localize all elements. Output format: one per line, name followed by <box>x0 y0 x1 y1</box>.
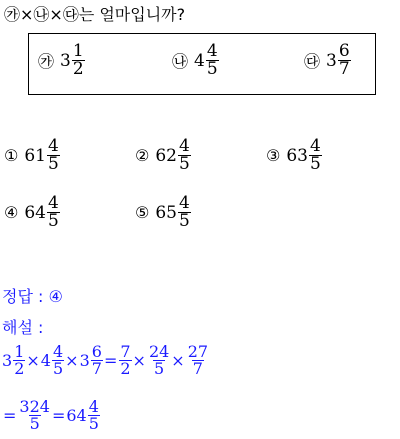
fraction <box>119 344 131 377</box>
fraction <box>47 138 60 173</box>
fraction <box>187 344 209 377</box>
marker-ga: ㉮ <box>38 52 55 71</box>
numerator: 1 <box>72 41 84 61</box>
denominator: 2 <box>14 359 25 378</box>
numerator: 4 <box>88 397 99 416</box>
fraction <box>91 344 103 377</box>
fraction <box>178 138 191 173</box>
fraction <box>309 138 322 173</box>
explanation-line-2 <box>2 399 100 432</box>
times-sign: × <box>26 351 40 370</box>
marker-na: ㉯ <box>172 52 189 71</box>
choice-marker: ② <box>135 146 150 165</box>
fraction <box>88 399 100 432</box>
equals-sign: = <box>3 406 17 425</box>
choice-2[interactable] <box>135 138 191 173</box>
explanation-line-1 <box>2 344 209 377</box>
whole: 3 <box>79 351 90 370</box>
equals-sign: = <box>103 351 118 370</box>
whole: 4 <box>40 351 51 370</box>
numerator: 6 <box>91 342 102 361</box>
choice-marker: ① <box>4 146 19 165</box>
marker-da: ㉰ <box>304 52 321 71</box>
denominator: 5 <box>154 359 165 378</box>
denominator: 5 <box>206 59 218 79</box>
numerator: 24 <box>148 342 170 361</box>
whole: 3 <box>326 50 337 71</box>
denominator: 5 <box>29 414 40 433</box>
fraction <box>18 399 51 432</box>
whole: 4 <box>194 50 205 71</box>
denominator: 5 <box>47 211 59 231</box>
question-text: ㉮×㉯×㉰는 얼마입니까? <box>4 5 186 24</box>
choice-marker: ④ <box>4 203 19 222</box>
fraction <box>47 195 60 230</box>
fraction <box>13 344 25 377</box>
whole: 3 <box>60 50 71 71</box>
numerator: 7 <box>120 342 131 361</box>
value-ga <box>38 43 85 78</box>
times-sign: × <box>171 351 185 370</box>
numerator: 4 <box>178 193 190 213</box>
numerator: 1 <box>14 342 25 361</box>
fraction <box>148 344 170 377</box>
denominator: 5 <box>178 211 190 231</box>
numerator: 4 <box>52 342 64 361</box>
whole: 64 <box>24 202 46 223</box>
choice-3[interactable] <box>266 138 322 173</box>
numerator: 4 <box>309 136 321 156</box>
numerator: 4 <box>206 41 218 61</box>
numerator: 4 <box>47 193 59 213</box>
denominator: 7 <box>192 359 203 378</box>
denominator: 2 <box>72 59 84 79</box>
denominator: 7 <box>91 359 102 378</box>
denominator: 5 <box>47 154 59 174</box>
fraction <box>72 43 85 78</box>
choice-marker: ③ <box>266 146 281 165</box>
given-values-box <box>28 33 376 95</box>
denominator: 2 <box>120 359 131 378</box>
denominator: 7 <box>338 59 350 79</box>
whole: 62 <box>155 145 177 166</box>
value-na <box>172 43 219 78</box>
explanation-label: 해설 : <box>2 318 44 337</box>
choice-marker: ⑤ <box>135 203 150 222</box>
numerator: 27 <box>187 342 209 361</box>
denominator: 5 <box>178 154 190 174</box>
numerator: 4 <box>178 136 190 156</box>
whole: 65 <box>155 202 177 223</box>
answer-label: 정답 : ④ <box>2 287 63 306</box>
fraction <box>338 43 351 78</box>
equals-sign: = <box>51 406 66 425</box>
value-da <box>304 43 351 78</box>
numerator: 4 <box>47 136 59 156</box>
fraction <box>52 344 64 377</box>
times-sign: × <box>65 351 79 370</box>
whole: 61 <box>24 145 46 166</box>
fraction <box>206 43 219 78</box>
choice-1[interactable] <box>4 138 60 173</box>
whole: 63 <box>286 145 308 166</box>
numerator: 6 <box>338 41 350 61</box>
choice-5[interactable] <box>135 195 191 230</box>
fraction <box>178 195 191 230</box>
whole: 64 <box>66 406 87 425</box>
denominator: 5 <box>52 359 64 378</box>
times-sign: × <box>132 351 146 370</box>
whole: 3 <box>2 351 13 370</box>
choice-4[interactable] <box>4 195 60 230</box>
denominator: 5 <box>88 414 99 433</box>
denominator: 5 <box>309 154 321 174</box>
numerator: 324 <box>19 397 50 416</box>
